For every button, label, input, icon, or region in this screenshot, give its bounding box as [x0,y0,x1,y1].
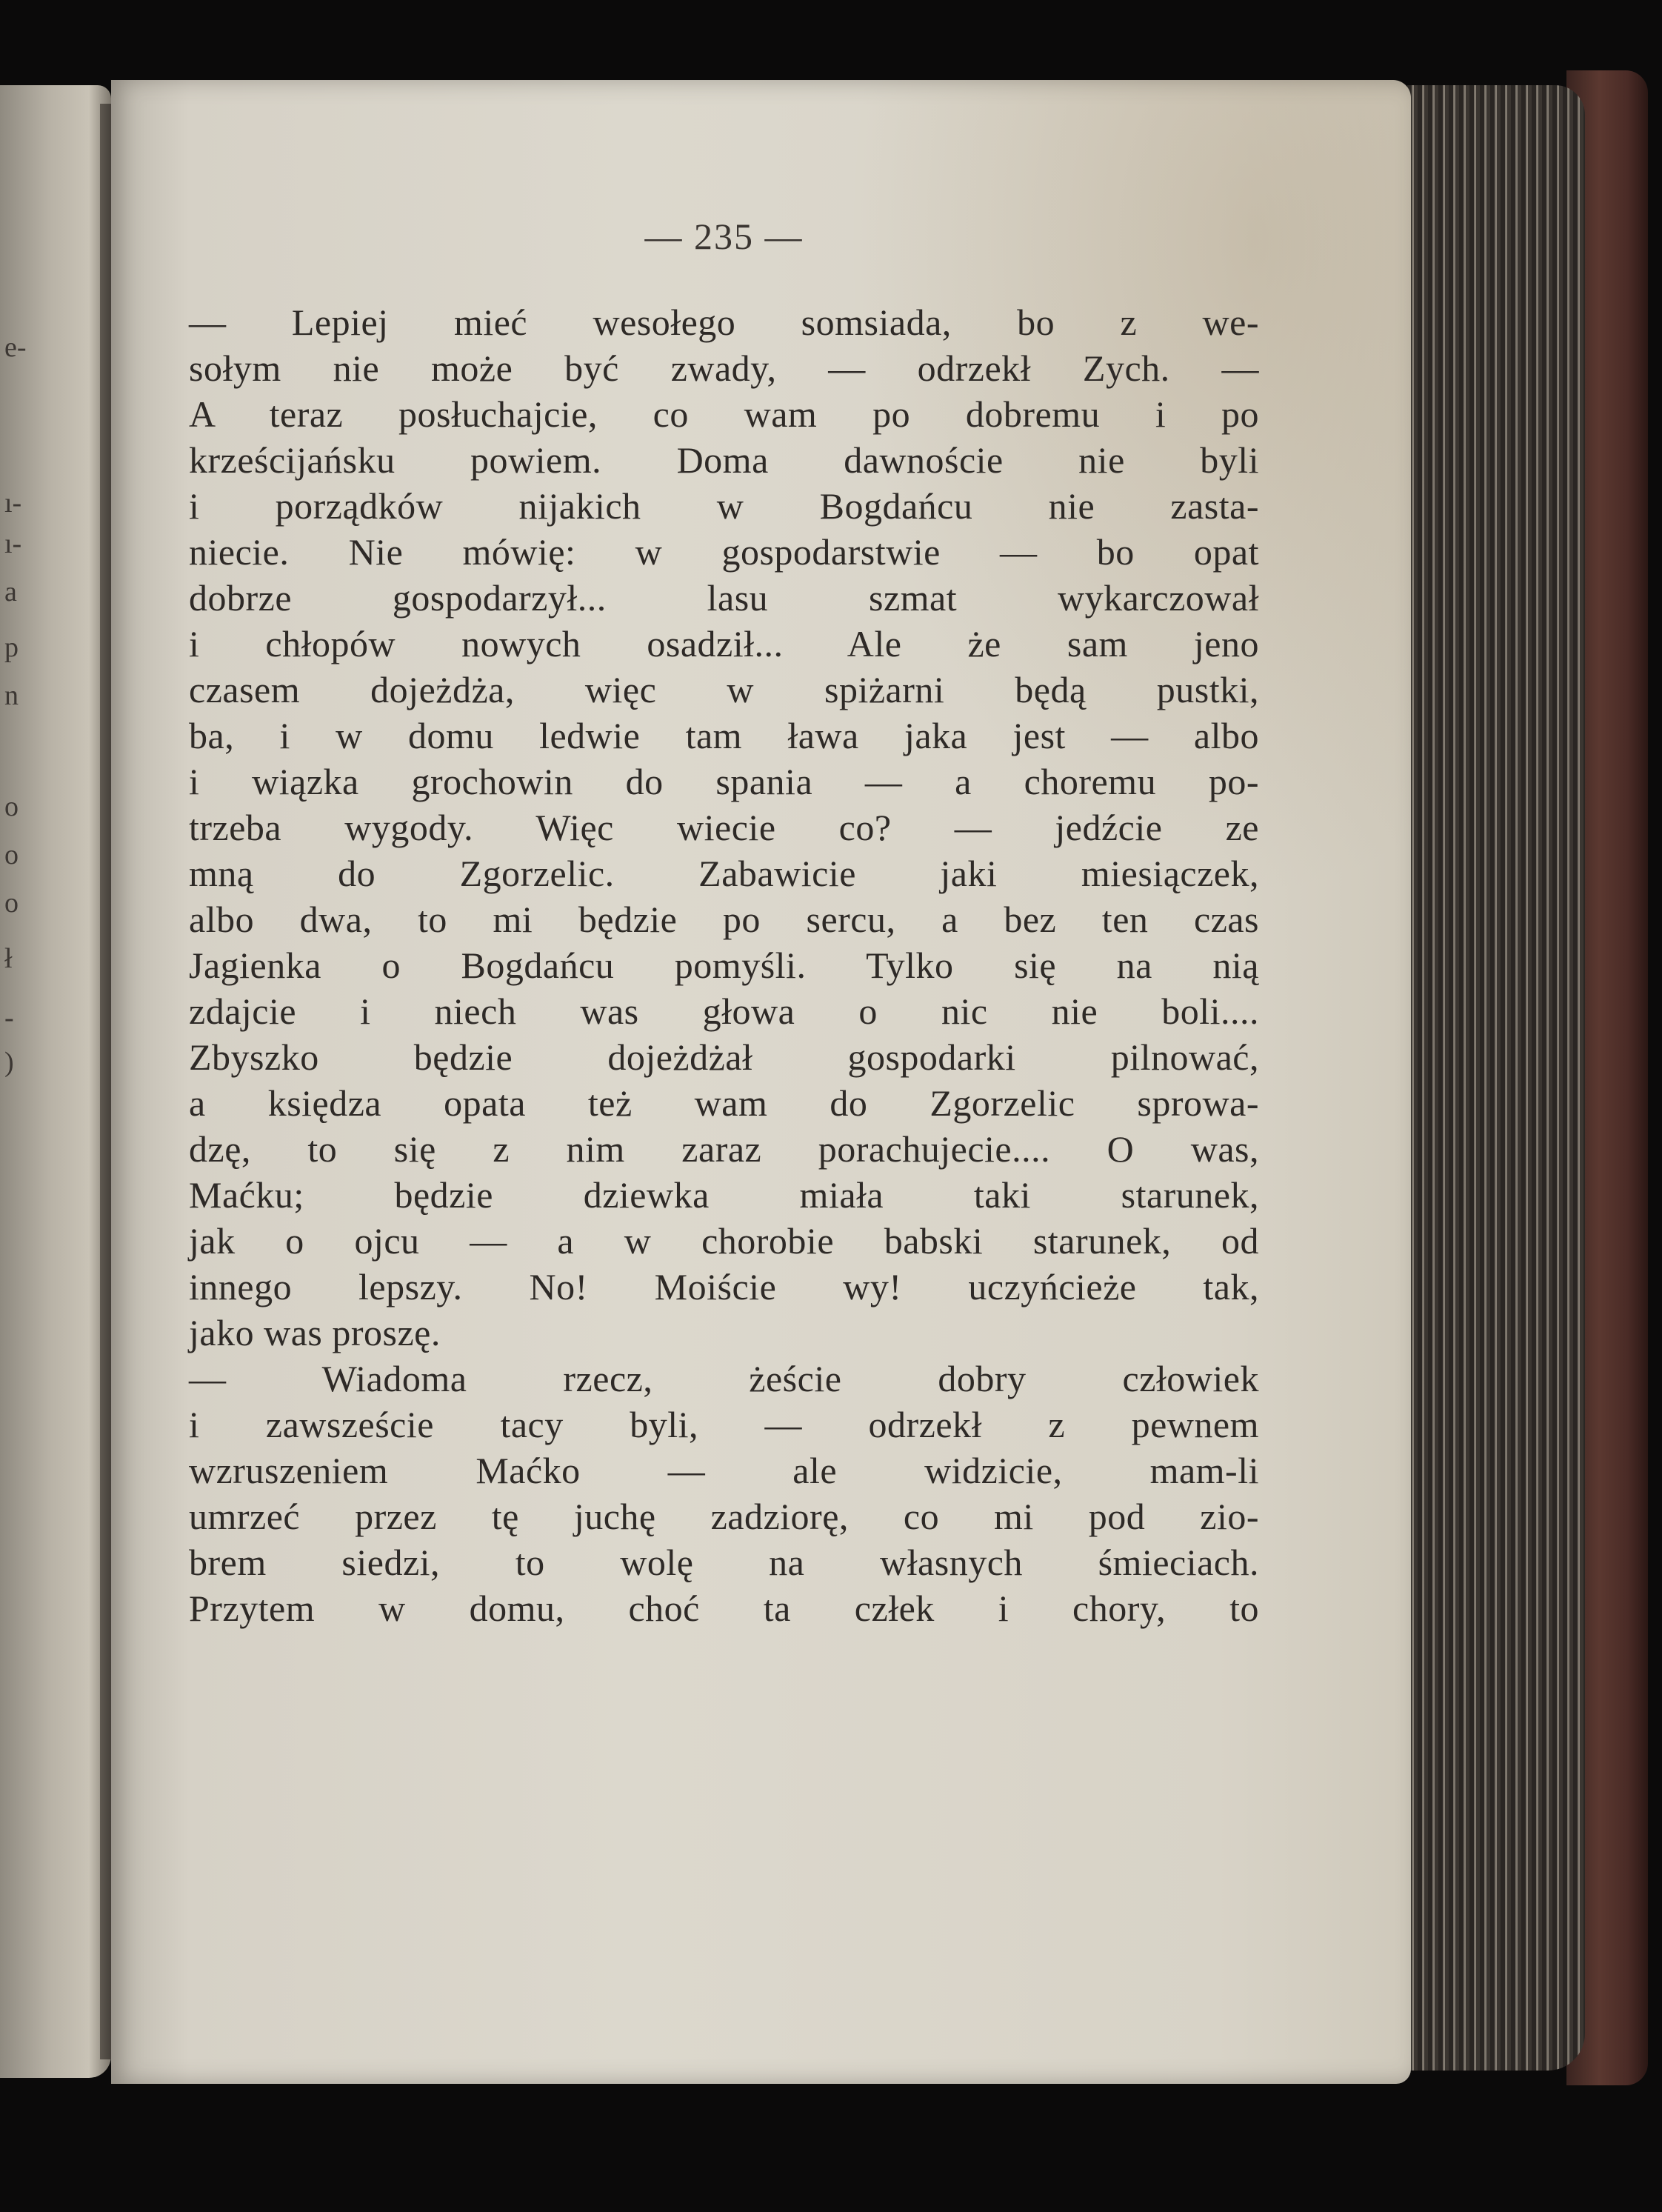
text-line: — Lepiej mieć wesołego somsiada, bo z we- [189,302,1259,343]
text-line: zdajcie i niech was głowa o nic nie boli.... [189,990,1259,1032]
text-line: jako was proszę. [189,1312,441,1353]
text-line: ba, i w domu ledwie tam ława jaka jest — albo [189,715,1259,756]
left-page-fragment: ł [4,943,13,974]
text-line: i porządków nijakich w Bogdańcu nie zasta- [189,485,1259,527]
text-line: dobrze gospodarzył... lasu szmat wykarczował [189,577,1259,619]
text-line: sołym nie może być zwady, — odrzekł Zych. — [189,347,1259,389]
text-line: dzę, to się z nim zaraz porachujecie.... O was, [189,1128,1259,1170]
text-line: brem siedzi, to wolę na własnych śmieciach. [189,1542,1259,1583]
text-line: niecie. Nie mówię: w gospodarstwie — bo opat [189,531,1259,573]
text-line: i zawszeście tacy byli, — odrzekł z pewnem [189,1404,1259,1445]
text-line: i chłopów nowych osadził... Ale że sam jeno [189,623,1259,664]
text-line: Jagienka o Bogdańcu pomyśli. Tylko się na nią [189,945,1259,986]
text-line: jak o ojcu — a w chorobie babski starunek, od [189,1220,1259,1262]
text-line: Maćku; będzie dziewka miała taki starunek, [189,1174,1259,1216]
left-page-fragment: o [4,839,19,870]
text-line: Przytem w domu, choć ta człek i chory, to [189,1588,1259,1629]
left-page-fragment: p [4,632,19,663]
left-page-fragment: o [4,791,19,822]
text-line: czasem dojeżdża, więc w spiżarni będą pustki, [189,669,1259,710]
left-page-fragment: - [4,1002,14,1033]
left-page-fragment: ) [4,1047,14,1078]
previous-page-edge [0,85,111,2078]
text-line: a księdza opata też wam do Zgorzelic sprowa- [189,1082,1259,1124]
left-page-fragment: o [4,887,19,919]
left-page-fragment: a [4,576,17,607]
text-line: umrzeć przez tę juchę zadziorę, co mi pod zio- [189,1496,1259,1537]
text-line: A teraz posłuchajcie, co wam po dobremu i po [189,393,1259,435]
text-line: trzeba wygody. Więc wiecie co? — jedźcie ze [189,807,1259,848]
page-block-edges [1407,85,1585,2071]
book-page [111,80,1411,2084]
text-line: mną do Zgorzelic. Zabawicie jaki miesiączek, [189,853,1259,894]
left-page-fragment: n [4,680,19,711]
text-line: i wiązka grochowin do spania — a choremu po- [189,761,1259,802]
left-page-fragment: ı- [4,528,22,559]
text-line: — Wiadoma rzecz, żeście dobry człowiek [189,1358,1259,1399]
text-line: Zbyszko będzie dojeżdżał gospodarki pilnować, [189,1036,1259,1078]
page-number: — 235 — [644,216,804,257]
text-line: krześcijańsku powiem. Doma dawnoście nie byli [189,439,1259,481]
left-page-fragment: e- [4,332,27,363]
text-line: wzruszeniem Maćko — ale widzicie, mam-li [189,1450,1259,1491]
text-line: innego lepszy. No! Moiście wy! uczyńcieże tak, [189,1266,1259,1307]
text-line: albo dwa, to mi będzie po sercu, a bez ten czas [189,899,1259,940]
left-page-fragment: ı- [4,487,22,519]
